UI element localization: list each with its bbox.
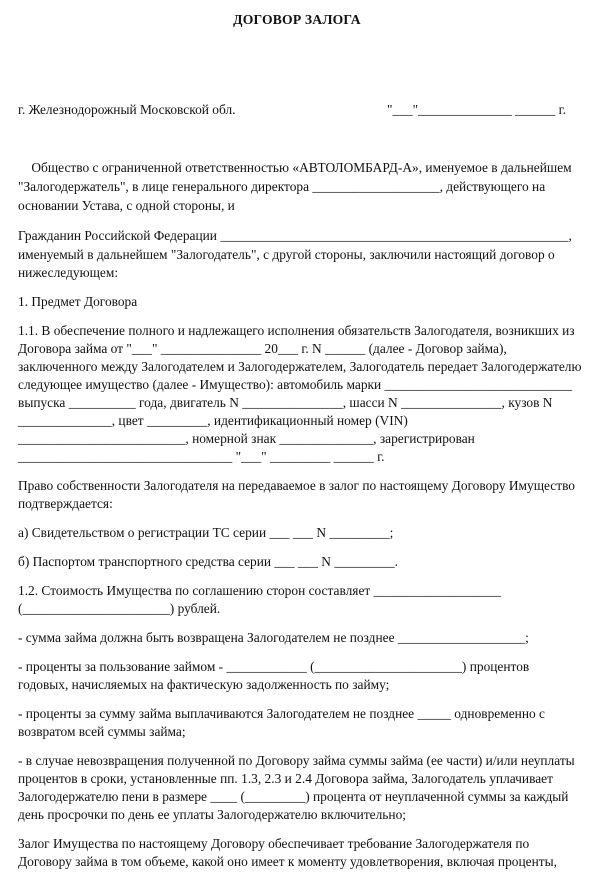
security-line: Залог Имущества по настоящему Договору обеспечивает требование Залогодержателя по — [18, 836, 530, 851]
penalty-line: день просрочки по день ее уплаты Залогодержателю включительно; — [18, 807, 406, 822]
ownership-line: подтверждается: — [18, 496, 113, 511]
doc-item-a: а) Свидетельством о регистрации ТС серии ___ ___ N _________; — [18, 525, 394, 540]
clause-1-2-line: (______________________) рублей. — [18, 601, 221, 616]
clause-1-1-line: заключенного между Залогодателем и Залогодержателем, Залогодатель передает Залогодержателю — [18, 359, 582, 374]
clause-1-1-line: ______________, цвет _________, идентификационный номер (VIN) — [18, 413, 408, 428]
citizen-line: нижеследующем: — [18, 265, 119, 280]
penalty-line: процентов в сроки, установленные пп. 1.3, 2.3 и 2.4 Договора займа, Залогодатель уплачивает — [18, 771, 553, 786]
penalty-line: Залогодержателю пени в размере ____ (_________) процента от неуплаченной суммы за каждый — [18, 789, 569, 804]
ownership-line: Право собственности Залогодателя на передаваемое в залог по настоящему Договору Имущество — [18, 478, 576, 493]
citizen-line: Гражданин Российской Федерации ____________________________________________________, — [18, 228, 572, 243]
clause-1-1-line: 1.1. В обеспечение полного и надлежащего исполнения обязательств Залогодателя, возникших из — [18, 323, 575, 338]
doc-item-b: б) Паспортом транспортного средства серии ___ ___ N _________. — [18, 554, 398, 569]
date-field: "___"______________ ______ г. — [387, 102, 566, 117]
interest-pay-line: - проценты за сумму займа выплачиваются Залогодателем не позднее _____ одновременно с — [18, 706, 545, 721]
penalty-line: - в случае невозвращения полученной по Договору займа суммы займа (ее части) и/или неуплаты — [18, 753, 575, 768]
clause-1-1-line: Договора займа от "___" _______________ 20___ г. N ______ (далее - Договор займа), — [18, 341, 507, 356]
clause-1-1-line: выпуска __________ года, двигатель N _______________, шасси N _______________, кузов N — [18, 395, 553, 410]
place-date-row — [18, 101, 566, 119]
clause-1-2-line: 1.2. Стоимость Имущества по соглашению сторон составляет ___________________ — [18, 583, 501, 598]
document-title: ДОГОВОР ЗАЛОГА — [233, 12, 361, 27]
intro-line: "Залогодержатель", в лице генерального директора ___________________, действующего на — [18, 179, 546, 194]
place-text: г. Железнодорожный Московской обл. — [18, 102, 236, 117]
section-heading: 1. Предмет Договора — [18, 294, 138, 309]
citizen-line: именуемый в дальнейшем "Залогодатель", с другой стороны, заключили настоящий договор о — [18, 247, 555, 262]
interest-pay-line: возвратом всей суммы займа; — [18, 724, 186, 739]
security-line: Договору займа в том объеме, какой оно имеет к моменту удовлетворения, включая проценты, — [18, 854, 557, 869]
interest-line: годовых, начисляемых на фактическую задолженность по займу; — [18, 677, 390, 692]
clause-1-1-line: ________________________________ "___" _________ ______ г. — [18, 449, 385, 464]
intro-line: Общество с ограниченной ответственностью «АВТОЛОМБАРД-А», именуемое в дальнейшем — [18, 160, 572, 175]
clause-1-1-line: _________________________, номерной знак ______________, зарегистрирован — [18, 431, 475, 446]
interest-line: - проценты за пользование займом - ____________ (______________________) процентов — [18, 659, 530, 674]
intro-line: основании Устава, с одной стороны, и — [18, 198, 235, 213]
loan-return-line: - сумма займа должна быть возвращена Залогодателем не позднее ___________________; — [18, 630, 529, 645]
clause-1-1-line: следующее имущество (далее - Имущество): автомобиль марки ____________________________ — [18, 377, 573, 392]
